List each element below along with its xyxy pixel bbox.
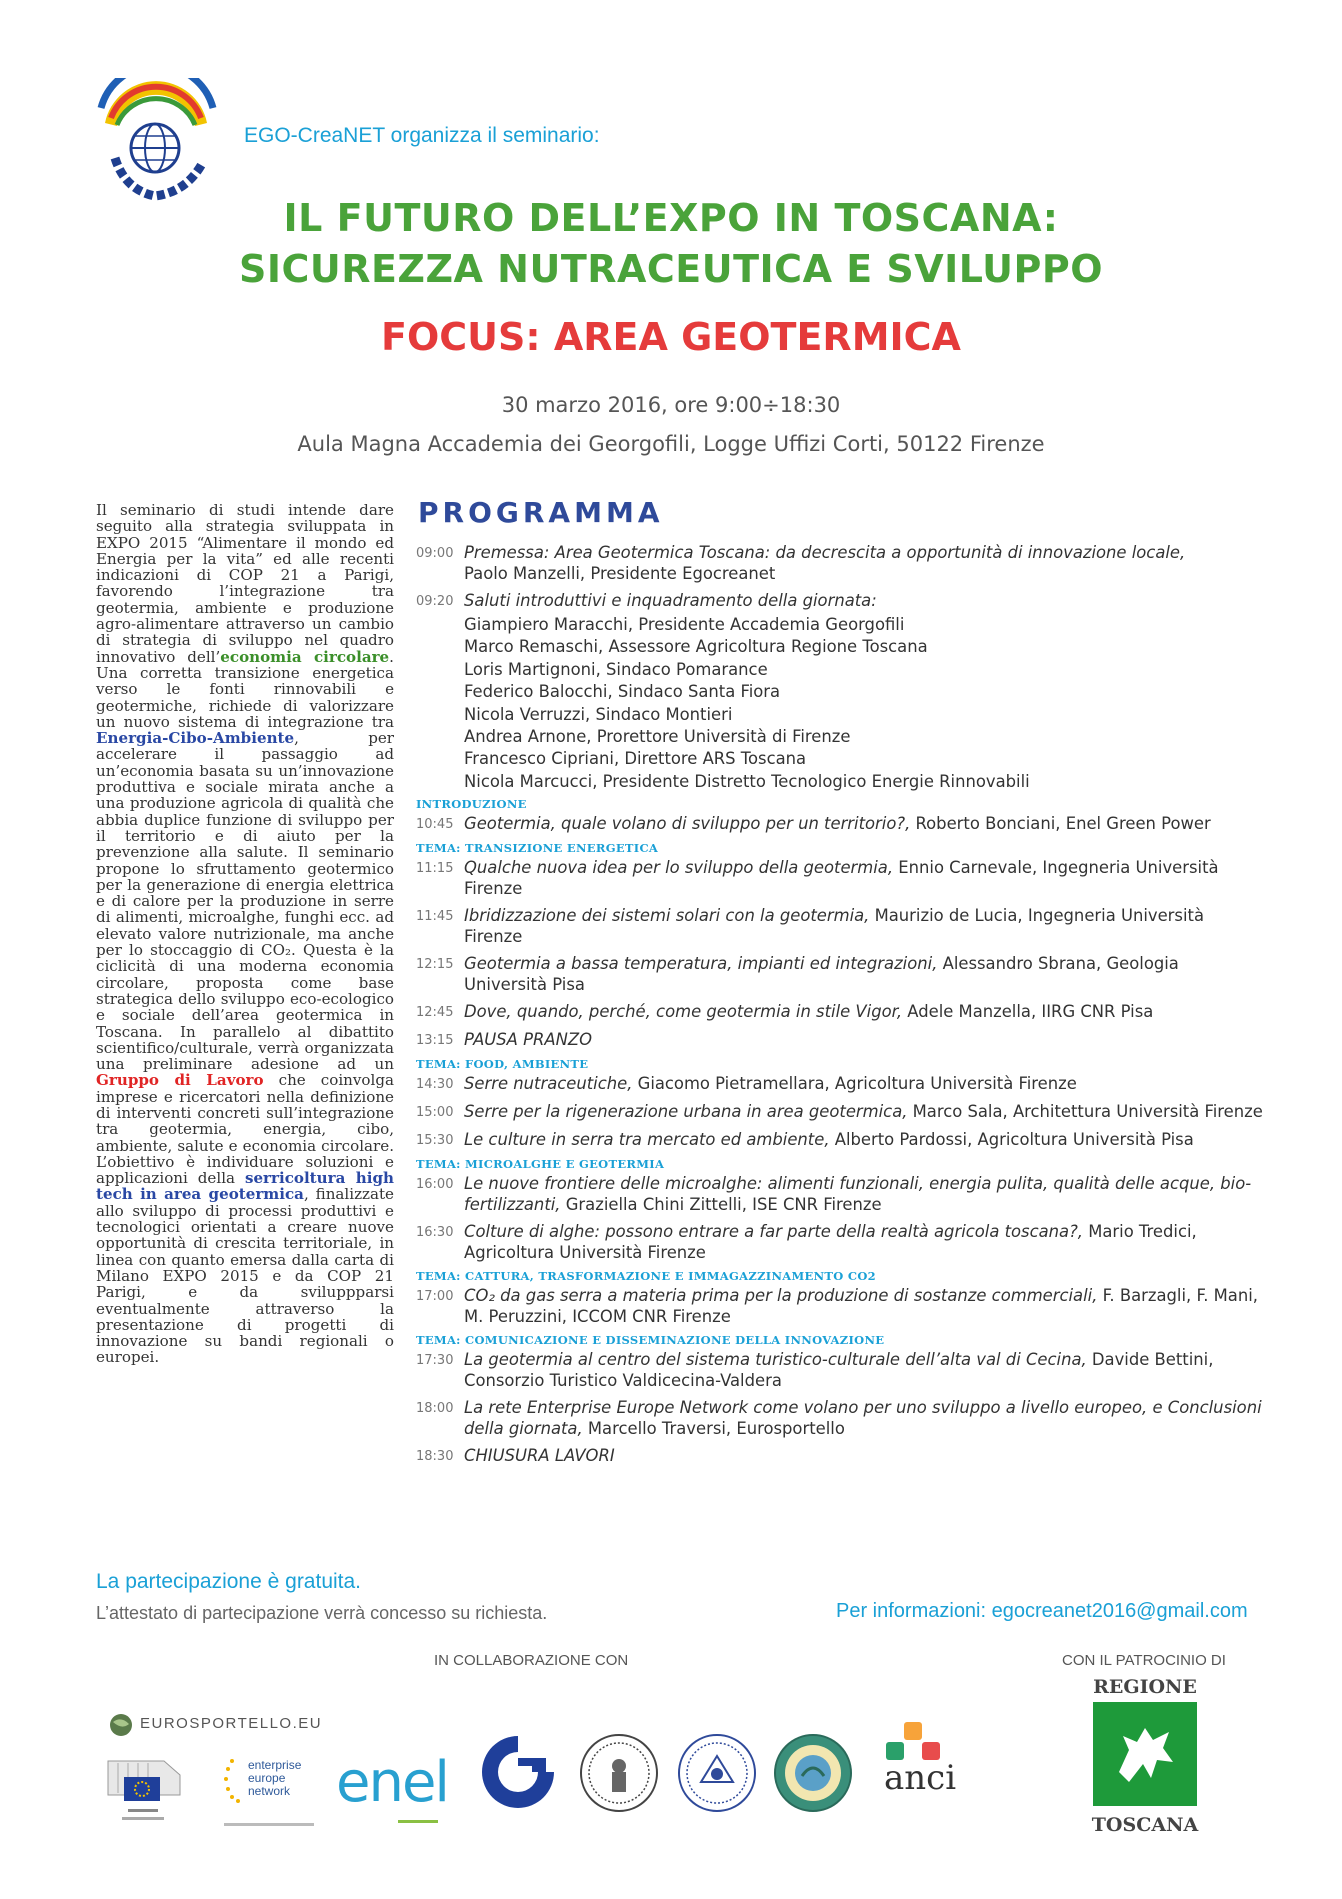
pegasus-icon — [1093, 1702, 1197, 1806]
item-title: Geotermia, quale volano di sviluppo per un territorio?, — [464, 814, 911, 834]
item-title: Qualche nuova idea per lo sviluppo della geotermia, — [464, 858, 894, 878]
item-time: 14:30 — [416, 1077, 454, 1093]
item-time: 09:20 — [416, 594, 454, 609]
item-speaker: Alessandro Sbrana, Geologia Università Pisa — [464, 954, 1179, 995]
item-title: PAUSA PRANZO — [464, 1030, 592, 1050]
item-speaker: Giacomo Pietramellara, Agricoltura Università Firenze — [632, 1074, 1077, 1094]
person: Francesco Cipriani, Direttore ARS Toscana — [464, 749, 807, 769]
person: Federico Balocchi, Sindaco Santa Fiora — [464, 682, 781, 702]
item-speaker: Alberto Pardossi, Agricoltura Università Pisa — [829, 1130, 1194, 1150]
globe-icon — [108, 1712, 134, 1738]
program-item — [416, 1073, 1264, 1095]
item-time: 12:15 — [416, 957, 454, 973]
program-item — [416, 1397, 1264, 1439]
item-time: 16:00 — [416, 1177, 454, 1193]
item-speaker: Roberto Bonciani, Enel Green Power — [910, 814, 1211, 834]
title-line-2: SICUREZZA NUTRACEUTICA E SVILUPPO — [238, 247, 1104, 291]
item-time: 10:45 — [416, 817, 454, 833]
item-title: CHIUSURA LAVORI — [464, 1446, 615, 1466]
item-speaker: Graziella Chini Zittelli, ISE CNR Firenze — [560, 1195, 882, 1215]
item-speaker: F. Barzagli, F. Mani, M. Peruzzini, ICCOM CNR Firenze — [464, 1286, 1259, 1327]
item-title: Serre per la rigenerazione urbana in area geotermica, — [464, 1102, 908, 1122]
certificate-note: L’attestato di partecipazione verrà concesso su richiesta. — [96, 1603, 548, 1623]
intro-part: che coinvolga imprese e ricercatori nella definizione di interventi concreti sull’integrazione tra geotermia, energia, cibo, ambiente, salute e economia circolare. L’obiettivo è individuare soluzioni e applicazioni della — [96, 1071, 394, 1188]
european-commission-logo — [104, 1755, 196, 1827]
enterprise-europe-network-logo — [222, 1755, 322, 1835]
program-item — [416, 953, 1264, 995]
program-item — [416, 1349, 1264, 1391]
item-time: 11:45 — [416, 909, 454, 925]
program-item — [416, 1101, 1264, 1123]
section-heading: TEMA: COMUNICAZIONE E DISSEMINAZIONE DELLA INNOVAZIONE — [416, 1333, 885, 1348]
item-time: 15:30 — [416, 1133, 454, 1149]
egocreanet-logo — [95, 78, 220, 203]
item-time: 18:30 — [416, 1449, 454, 1465]
item-speaker: Adele Manzella, IIRG CNR Pisa — [902, 1002, 1154, 1022]
program-title: PROGRAMMA — [418, 496, 664, 529]
georgofili-seal-icon — [772, 1732, 854, 1814]
item-time: 11:15 — [416, 861, 454, 877]
intro-part: , finalizzate allo sviluppo di processi produttivi e tecnologici orientati a creare nuove opportunità di crescita territoriale, in linea con quanto emersa dalla carta di Milano EXPO 2015 e da COP 21 Parigi, e da sviluppparsi eventualmente attraverso la presentazione di progetti di innovazione su bandi regionali o europei. — [96, 1185, 394, 1367]
section-heading: TEMA: CATTURA, TRASFORMAZIONE E IMMAGAZZINAMENTO CO2 — [416, 1269, 876, 1284]
item-title: Le nuove frontiere delle microalghe: alimenti funzionali, energia pulita, qualità delle acque, bio-fertilizzanti, — [464, 1174, 1252, 1215]
anci-text: anci — [884, 1758, 957, 1798]
person: Loris Martignoni, Sindaco Pomarance — [464, 659, 768, 679]
item-title: Colture di alghe: possono entrare a far parte della realtà agricola toscana?, — [464, 1222, 1083, 1242]
item-speaker: Ennio Carnevale, Ingegneria Università Firenze — [464, 858, 1219, 899]
item-title: La rete Enterprise Europe Network come volano per uno sviluppo a livello europeo, e Conclusioni della giornata, — [464, 1398, 1262, 1439]
program-item — [416, 542, 1264, 584]
intro-part: . Una corretta transizione energetica verso le fonti rinnovabili e geotermiche, richiede di valorizzare un nuovo sistema di integrazione tra — [96, 647, 394, 731]
event-venue: Aula Magna Accademia dei Georgofili, Logge Uffizi Corti, 50122 Firenze — [297, 432, 1045, 456]
item-title: Dove, quando, perché, come geotermia in stile Vigor, — [464, 1002, 903, 1022]
program-list — [416, 540, 1264, 1473]
program-item — [416, 1285, 1264, 1327]
item-speaker: Marco Sala, Architettura Università Firenze — [907, 1102, 1263, 1122]
patronage-label: CON IL PATROCINIO DI — [1062, 1652, 1226, 1669]
program-item — [416, 857, 1264, 899]
item-title: Geotermia a bassa temperatura, impianti ed integrazioni, — [464, 954, 938, 974]
organizer-line: EGO-CreaNET organizza il seminario: — [244, 124, 600, 147]
cnr-logo — [472, 1728, 564, 1808]
een-text-3: network — [248, 1784, 291, 1798]
person: Nicola Verruzzi, Sindaco Montieri — [464, 704, 733, 724]
title-line-1: IL FUTURO DELL’EXPO IN TOSCANA: — [283, 196, 1059, 240]
enel-logo — [336, 1750, 456, 1830]
item-speaker: Paolo Manzelli, Presidente Egocreanet — [464, 564, 776, 583]
section-heading: TEMA: FOOD, AMBIENTE — [416, 1057, 589, 1072]
contact-info: Per informazioni: egocreanet2016@gmail.com — [836, 1600, 1248, 1622]
item-title: Premessa: Area Geotermica Toscana: da decrescita a opportunità di innovazione locale, — [464, 543, 1186, 562]
person: Nicola Marcucci, Presidente Distretto Tecnologico Energie Rinnovabili — [464, 771, 1030, 791]
item-time: 09:00 — [416, 546, 454, 561]
section-heading: INTRODUZIONE — [416, 797, 527, 812]
program-item — [416, 905, 1264, 947]
item-time: 12:45 — [416, 1005, 454, 1021]
item-title: La geotermia al centro del sistema turistico-culturale dell’alta val di Cecina, — [464, 1350, 1087, 1370]
greetings-people — [464, 614, 1264, 793]
section-heading: TEMA: TRANSIZIONE ENERGETICA — [416, 841, 659, 856]
program-item — [416, 1129, 1264, 1151]
university-seal-icon — [676, 1732, 758, 1814]
item-speaker: Mario Tredici, Agricoltura Università Firenze — [464, 1222, 1197, 1263]
item-speaker: Maurizio de Lucia, Ingegneria Università Firenze — [464, 906, 1204, 947]
item-title: Ibridizzazione dei sistemi solari con la geotermia, — [464, 906, 870, 926]
item-time: 18:00 — [416, 1401, 454, 1417]
item-time: 15:00 — [416, 1105, 454, 1121]
program-item — [416, 1029, 1264, 1051]
program-item — [416, 1173, 1264, 1215]
program-item — [416, 1221, 1264, 1263]
highlight-energia-cibo-ambiente: Energia-Cibo-Ambiente — [96, 729, 295, 748]
item-title: Saluti introduttivi e inquadramento della giornata: — [464, 591, 877, 610]
een-text-2: europe — [248, 1771, 286, 1785]
regione-text: REGIONE — [1093, 1676, 1197, 1698]
item-title: Le culture in serra tra mercato ed ambiente, — [464, 1130, 830, 1150]
intro-part: Il seminario di studi intende dare seguito alla strategia sviluppata in EXPO 2015 “Alimentare il mondo ed Energia per la vita” ed alle recenti indicazioni di COP 21 a Parigi, favorendo l’integrazione tra geotermia, ambiente e produzione agro-alimentare attraverso un cambio di strategia di sviluppo nel quadro innovativo dell’ — [96, 501, 394, 666]
free-participation: La partecipazione è gratuita. — [96, 1570, 362, 1593]
person: Andrea Arnone, Prorettore Università di Firenze — [464, 727, 851, 747]
intro-text — [96, 502, 394, 1366]
item-time: 13:15 — [416, 1033, 454, 1049]
program-item — [416, 813, 1264, 835]
section-heading: TEMA: MICROALGHE E GEOTERMIA — [416, 1157, 665, 1172]
anci-toscana-logo — [878, 1722, 968, 1812]
item-time: 17:30 — [416, 1353, 454, 1369]
event-date: 30 marzo 2016, ore 9:00÷18:30 — [501, 393, 841, 417]
toscana-text: TOSCANA — [1091, 1814, 1199, 1836]
item-time: 17:00 — [416, 1289, 454, 1305]
item-title: CO₂ da gas serra a materia prima per la produzione di sostanze commerciali, — [464, 1286, 1098, 1306]
item-time: 16:30 — [416, 1225, 454, 1241]
item-speaker: Davide Bettini, Consorzio Turistico Valdicecina-Valdera — [464, 1350, 1214, 1391]
item-title: Serre nutraceutiche, — [464, 1074, 633, 1094]
focus-title: FOCUS: AREA GEOTERMICA — [381, 315, 961, 359]
een-text-1: enterprise — [248, 1758, 302, 1772]
highlight-gruppo-di-lavoro: Gruppo di Lavoro — [96, 1071, 264, 1090]
regione-toscana-logo — [1080, 1676, 1210, 1836]
person: Marco Remaschi, Assessore Agricoltura Regione Toscana — [464, 637, 928, 657]
item-speaker: Marcello Traversi, Eurosportello — [582, 1419, 845, 1439]
highlight-economia-circolare: economia circolare — [220, 647, 390, 666]
highlight-serricoltura: serricoltura high tech in area geotermica — [96, 1169, 394, 1204]
eurosportello-logo — [108, 1710, 328, 1740]
program-item — [416, 1445, 1264, 1467]
intro-part: , per accelerare il passaggio ad un’economia basata su un’innovazione produttiva e sociale mirata anche a una produzione agricola di qualità che abbia duplice funzione di sviluppo per il territorio e di aiuto per la prevenzione alla salute. Il seminario propone lo sfruttamento geotermico per la generazione di energia elettrica e di calore per la produzione in serre di alimenti, microalghe, funghi ecc. ad elevato valore nutrizionale, ma anche per lo stoccaggio di CO₂. Questa è la ciclicità di una moderna economia circolare, proposta come base strategica dello sviluppo eco-ecologico e sociale dell’area geotermica in Toscana. In parallelo al dibattito scientifico/culturale, verrà organizzata una preliminare adesione ad un — [96, 729, 394, 1074]
program-item — [416, 1001, 1264, 1023]
enel-text: enel — [336, 1750, 448, 1815]
person: Giampiero Maracchi, Presidente Accademia Georgofili — [464, 615, 905, 634]
eurosportello-text: EUROSPORTELLO.EU — [140, 1715, 323, 1732]
collaboration-label: IN COLLABORAZIONE CON — [434, 1652, 629, 1669]
university-seal-icon — [578, 1732, 660, 1814]
program-item — [416, 590, 1264, 612]
